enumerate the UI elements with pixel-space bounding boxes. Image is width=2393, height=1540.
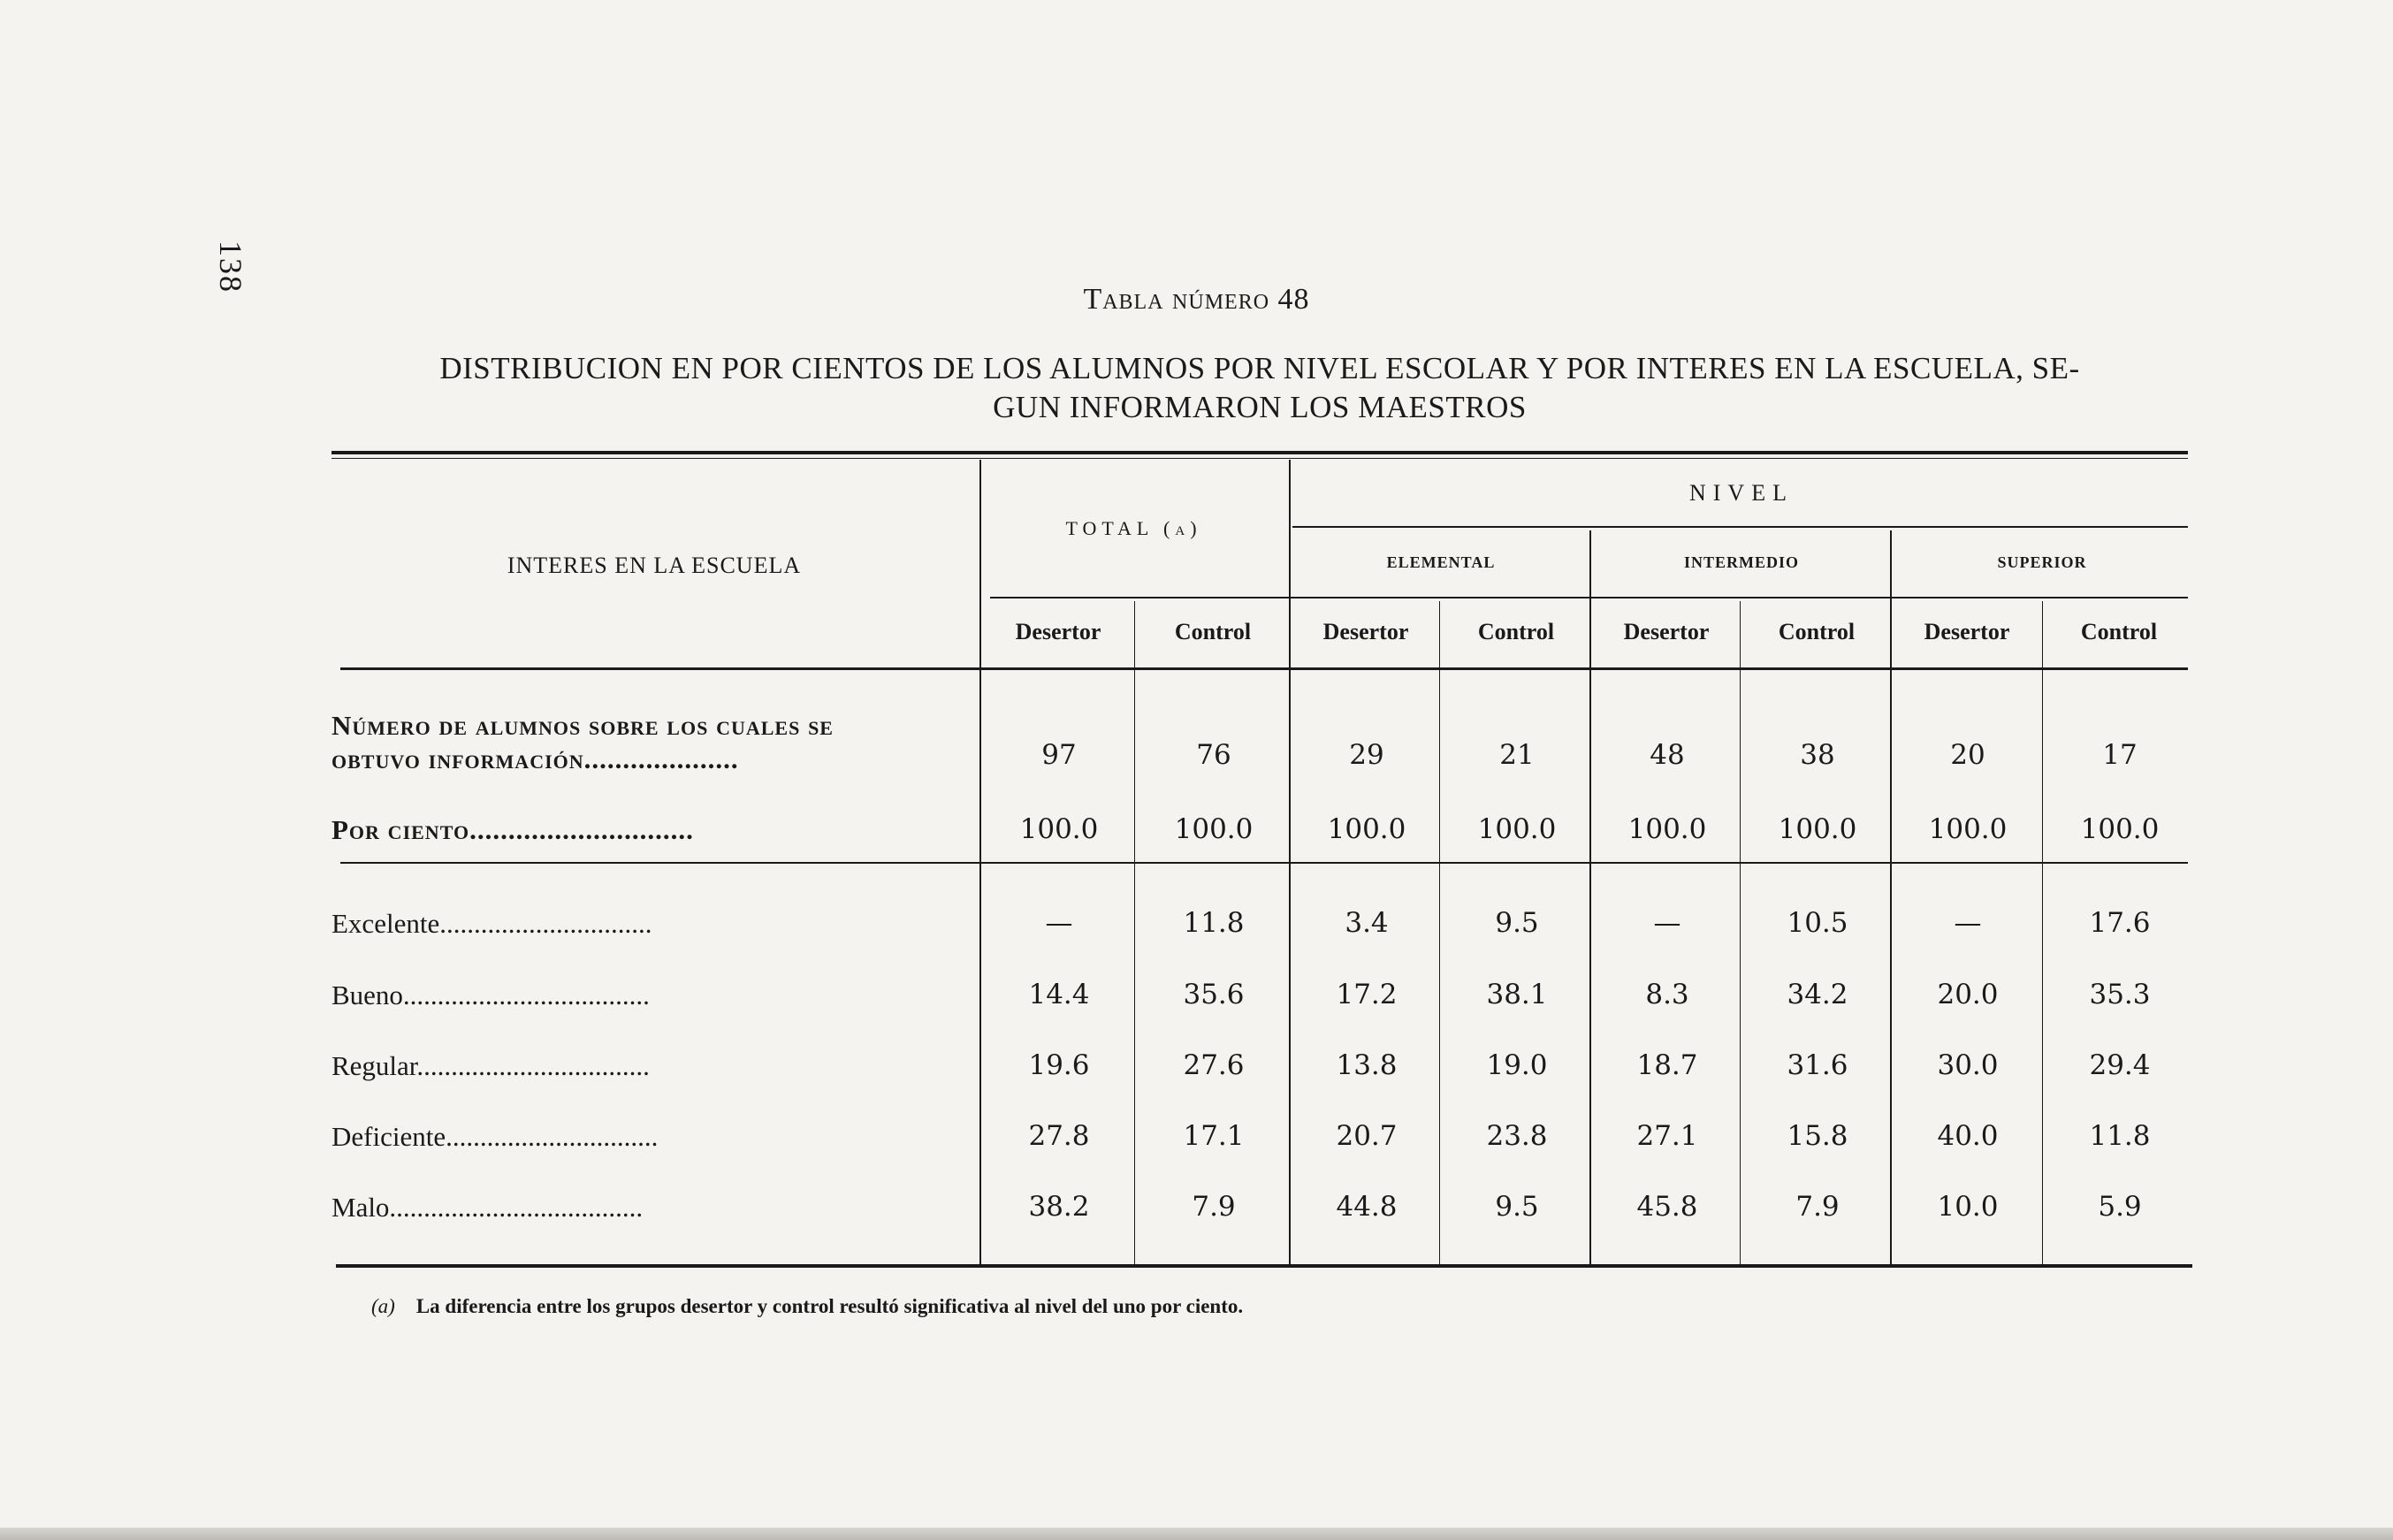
row-label-por-ciento <box>332 813 977 847</box>
row-label-bueno: Bueno.................................... <box>332 980 650 1010</box>
nivel-rule <box>1292 526 2188 528</box>
table-cell: 97 <box>1041 739 1077 771</box>
header-nivel: NIVEL <box>1689 480 1794 506</box>
subheader-desertor: Desertor <box>1924 619 2010 644</box>
table-cell: 27.6 <box>1183 1049 1245 1081</box>
table-cell: — <box>1045 907 1073 939</box>
table-cell: 30.0 <box>1937 1049 1999 1081</box>
table-cell: 19.0 <box>1486 1049 1548 1081</box>
footnote-text: La diferencia entre los grupos desertor y control resultó significativa al nivel del uno por ciento. <box>415 1295 1244 1317</box>
table-cell: 38.2 <box>1028 1191 1090 1223</box>
table-cell: 7.9 <box>1795 1191 1840 1223</box>
table-cell: 34.2 <box>1787 979 1848 1010</box>
subheader-control: Control <box>1174 619 1252 644</box>
row-label-deficiente: Deficiente............................... <box>332 1121 659 1152</box>
header-total: TOTAL (a) <box>1065 517 1202 539</box>
table-cell: 14.4 <box>1028 979 1090 1010</box>
table-cell: 38 <box>1800 739 1835 771</box>
table-cell: 45.8 <box>1636 1191 1698 1223</box>
table-cell: — <box>1954 907 1982 939</box>
row-label-numero-line-2: obtuvo información.................... <box>332 743 739 774</box>
table-cell: 9.5 <box>1495 1191 1539 1223</box>
table-cell: 5.9 <box>2098 1191 2142 1223</box>
header-interes: INTERES EN LA ESCUELA <box>507 553 802 578</box>
table-cell: 29.4 <box>2089 1049 2151 1081</box>
table-cell: 13.8 <box>1336 1049 1398 1081</box>
table-cell: 8.3 <box>1645 979 1689 1010</box>
table-cell: 3.4 <box>1345 907 1389 939</box>
subheader-desertor: Desertor <box>1623 619 1710 644</box>
table-cell: 27.1 <box>1636 1120 1698 1152</box>
table-cell: 10.5 <box>1787 907 1848 939</box>
table-cell: 11.8 <box>2089 1120 2151 1152</box>
table-cell: 17 <box>2102 739 2138 771</box>
table-cell: 7.9 <box>1192 1191 1236 1223</box>
table-cell: 20.0 <box>1937 979 1999 1010</box>
bottom-rule <box>336 1264 2192 1268</box>
table-cell: 40.0 <box>1937 1120 1999 1152</box>
footnote <box>371 1295 1243 1318</box>
top-rule <box>332 451 2188 454</box>
table-cell: 100.0 <box>1174 813 1254 845</box>
row-label-por-ciento-text: Por ciento............................. <box>332 814 694 845</box>
footnote-mark: (a) <box>371 1295 395 1317</box>
subheader-desertor: Desertor <box>1322 619 1409 644</box>
table-cell: 100.0 <box>1019 813 1099 845</box>
col-divider <box>1589 530 1591 1264</box>
table-cell: 17.1 <box>1183 1120 1245 1152</box>
header-bottom-rule <box>340 667 2188 670</box>
por-ciento-rule <box>340 862 2188 864</box>
top-rule-thin <box>332 458 2188 459</box>
row-label-excelente: Excelente............................... <box>332 908 652 939</box>
table-cell: 100.0 <box>1627 813 1707 845</box>
table-cell: 31.6 <box>1787 1049 1848 1081</box>
table-cell: 29 <box>1349 739 1384 771</box>
table-cell: 44.8 <box>1336 1191 1398 1223</box>
table-cell: 100.0 <box>2080 813 2160 845</box>
table-cell: 17.2 <box>1336 979 1398 1010</box>
table-cell: — <box>1653 907 1681 939</box>
table-cell: 100.0 <box>1477 813 1557 845</box>
scan-edge <box>0 1528 2393 1540</box>
table-cell: 21 <box>1499 739 1535 771</box>
table-cell: 20.7 <box>1336 1120 1398 1152</box>
table-cell: 10.0 <box>1937 1191 1999 1223</box>
table-cell: 9.5 <box>1495 907 1539 939</box>
row-label-numero <box>332 709 977 776</box>
table-label-prefix: Tabla número <box>1083 283 1270 316</box>
table-cell: 38.1 <box>1486 979 1548 1010</box>
table-cell: 23.8 <box>1486 1120 1548 1152</box>
table-cell: 27.8 <box>1028 1120 1090 1152</box>
table-cell: 100.0 <box>1928 813 2008 845</box>
table-cell: 76 <box>1196 739 1231 771</box>
table-cell: 35.6 <box>1183 979 1245 1010</box>
table-cell: 48 <box>1650 739 1685 771</box>
subheader-control: Control <box>1778 619 1856 644</box>
table-cell: 19.6 <box>1028 1049 1090 1081</box>
subheader-desertor: Desertor <box>1015 619 1101 644</box>
table-cell: 15.8 <box>1787 1120 1848 1152</box>
header-intermedio: INTERMEDIO <box>1683 553 1799 571</box>
table-cell: 100.0 <box>1778 813 1857 845</box>
header-superior: SUPERIOR <box>1997 553 2087 571</box>
page-number: 138 <box>213 240 248 294</box>
table-title-line-1: DISTRIBUCION EN POR CIENTOS DE LOS ALUMNOS POR NIVEL ESCOLAR Y POR INTERES EN LA ESCUELA, SE- <box>439 351 2080 385</box>
table-cell: 20 <box>1950 739 1985 771</box>
row-label-regular: Regular.................................. <box>332 1050 650 1081</box>
table-cell: 100.0 <box>1327 813 1406 845</box>
subheader-control: Control <box>1477 619 1555 644</box>
table-label <box>0 283 2393 316</box>
row-label-malo: Malo..................................... <box>332 1192 644 1223</box>
table-title-line-2: GUN INFORMARON LOS MAESTROS <box>993 390 1527 424</box>
subheader-control: Control <box>2080 619 2158 644</box>
col-divider <box>1890 530 1892 1264</box>
table-label-number: 48 <box>1277 283 1310 316</box>
table-cell: 35.3 <box>2089 979 2151 1010</box>
header-elemental: ELEMENTAL <box>1386 553 1496 571</box>
table-cell: 17.6 <box>2089 907 2151 939</box>
table-title <box>327 349 2192 427</box>
table-cell: 18.7 <box>1636 1049 1698 1081</box>
row-label-numero-line-1: Número de alumnos sobre los cuales se <box>332 710 834 741</box>
table-cell: 11.8 <box>1183 907 1245 939</box>
